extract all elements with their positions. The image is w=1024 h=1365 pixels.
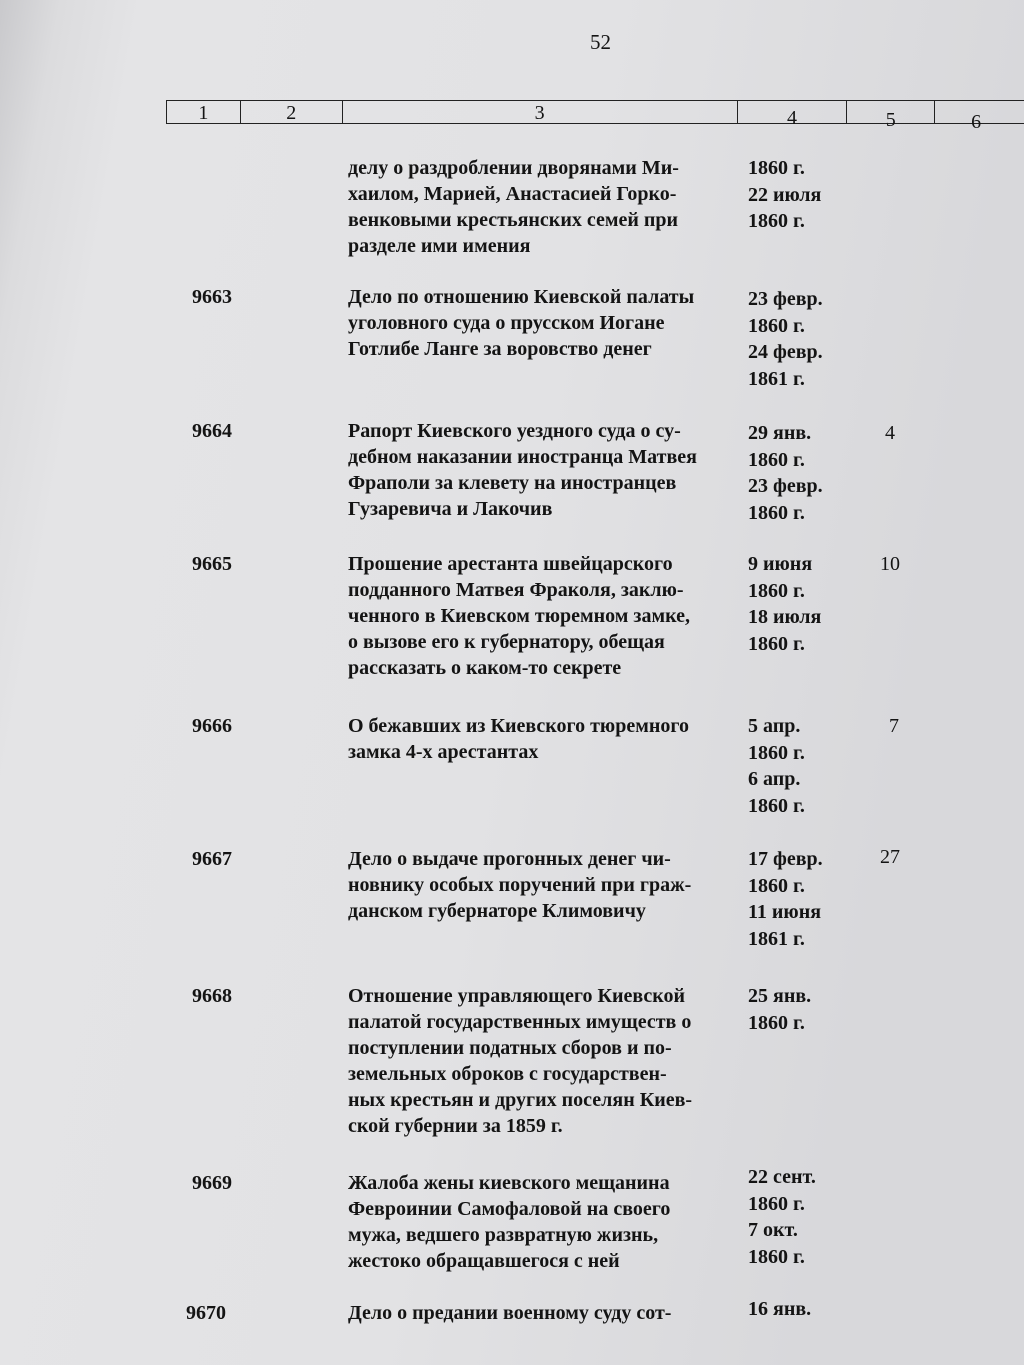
date-line: 9 июня xyxy=(748,553,813,575)
date-line: 18 июля xyxy=(748,606,822,628)
case-description xyxy=(348,155,728,259)
case-description xyxy=(348,1300,728,1326)
date-line: 7 окт. xyxy=(748,1219,798,1241)
header-col-5: 5 xyxy=(847,101,935,123)
date-line: 5 апр. xyxy=(748,715,801,737)
case-dates xyxy=(748,713,805,819)
date-line: 1860 г. xyxy=(748,874,805,897)
case-number: 9670 xyxy=(186,1302,226,1324)
date-line: 1861 г. xyxy=(748,367,805,390)
case-number: 9669 xyxy=(192,1172,232,1194)
case-number: 9665 xyxy=(192,553,232,575)
header-col-1: 1 xyxy=(167,101,241,123)
date-line: 1860 г. xyxy=(748,1011,805,1034)
description-line: делу о раздроблении дворянами Ми- xyxy=(348,157,679,179)
description-line: замка 4-х арестантах xyxy=(348,741,539,763)
description-line: О бежавших из Киевского тюремного xyxy=(348,715,689,737)
description-line: новнику особых поручений при граж- xyxy=(348,874,692,896)
sheet-count: 27 xyxy=(880,846,900,868)
case-dates xyxy=(748,1296,811,1323)
description-line: жестоко обращавшегося с ней xyxy=(348,1250,620,1272)
date-line: 22 сент. xyxy=(748,1166,816,1188)
date-line: 1860 г. xyxy=(748,157,805,179)
sheet-count: 4 xyxy=(885,422,895,444)
case-number: 9663 xyxy=(192,286,232,308)
case-dates xyxy=(748,420,823,526)
description-line: уголовного суда о прусском Иогане xyxy=(348,312,665,334)
case-dates xyxy=(748,846,823,952)
date-line: 1860 г. xyxy=(748,741,805,764)
description-line: Дело о выдаче прогонных денег чи- xyxy=(348,848,671,870)
date-line: 23 февр. xyxy=(748,475,823,497)
date-line: 1860 г. xyxy=(748,501,805,524)
description-line: ченного в Киевском тюремном замке, xyxy=(348,605,690,627)
description-line: земельных оброков с государствен- xyxy=(348,1063,667,1085)
case-dates xyxy=(748,286,823,392)
date-line: 1860 г. xyxy=(748,1192,805,1215)
date-line: 24 февр. xyxy=(748,341,823,363)
description-line: подданного Матвея Фраколя, заклю- xyxy=(348,579,684,601)
date-line: 11 июня xyxy=(748,901,822,923)
description-line: Февроинии Самофаловой на своего xyxy=(348,1198,671,1220)
description-line: Гузаревича и Лакочив xyxy=(348,498,553,520)
header-col-2: 2 xyxy=(241,101,343,123)
case-description xyxy=(348,1170,728,1274)
case-description xyxy=(348,418,728,522)
date-line: 16 янв. xyxy=(748,1298,812,1320)
table-header xyxy=(166,100,1024,133)
date-line: 6 апр. xyxy=(748,768,801,790)
description-line: ных крестьян и других поселян Киев- xyxy=(348,1089,693,1111)
description-line: Дело о предании военному суду сот- xyxy=(348,1302,672,1324)
header-col-6: 6 xyxy=(971,111,982,133)
date-line: 17 февр. xyxy=(748,848,823,870)
case-number: 9667 xyxy=(192,848,232,870)
case-description xyxy=(348,983,728,1139)
sheet-count: 10 xyxy=(880,553,900,575)
description-line: ской губернии за 1859 г. xyxy=(348,1115,563,1137)
description-line: венковыми крестьянских семей при xyxy=(348,209,679,231)
date-line: 1860 г. xyxy=(748,448,805,471)
date-line: 1860 г. xyxy=(748,210,805,232)
date-line: 1860 г. xyxy=(748,794,805,817)
description-line: хаилом, Марией, Анастасией Горко- xyxy=(348,183,677,205)
description-line: данском губернаторе Климовичу xyxy=(348,900,646,922)
description-line: Отношение управляющего Киевской xyxy=(348,985,686,1007)
header-col-3: 3 xyxy=(343,101,738,123)
description-line: Жалоба жены киевского мещанина xyxy=(348,1172,670,1194)
header-col-4: 4 xyxy=(738,101,848,123)
case-description xyxy=(348,551,728,681)
description-line: о вызове его к губернатору, обещая xyxy=(348,631,665,653)
description-line: Прошение арестанта швейцарского xyxy=(348,553,673,575)
description-line: Дело по отношению Киевской палаты xyxy=(348,286,695,308)
description-line: дебном наказании иностранца Матвея xyxy=(348,446,697,468)
description-line: мужа, ведшего развратную жизнь, xyxy=(348,1224,659,1246)
date-line: 23 февр. xyxy=(748,288,823,310)
date-line: 1861 г. xyxy=(748,927,805,950)
date-line: 1860 г. xyxy=(748,632,805,655)
case-number: 9666 xyxy=(192,715,232,737)
date-line: 25 янв. xyxy=(748,985,812,1007)
description-line: рассказать о каком-то секрете xyxy=(348,657,622,679)
description-line: Рапорт Киевского уездного суда о су- xyxy=(348,420,681,442)
date-line: 1860 г. xyxy=(748,579,805,602)
sheet-count: 7 xyxy=(889,715,899,737)
description-line: разделе ими имения xyxy=(348,235,531,257)
case-description xyxy=(348,284,728,362)
page-number: 52 xyxy=(590,30,611,54)
date-line: 1860 г. xyxy=(748,314,805,337)
case-number: 9664 xyxy=(192,420,232,442)
case-description xyxy=(348,713,728,765)
case-description xyxy=(348,846,728,924)
case-number: 9668 xyxy=(192,985,232,1007)
description-line: поступлении податных сборов и по- xyxy=(348,1037,672,1059)
date-line: 22 июля xyxy=(748,183,822,206)
description-line: Готлибе Ланге за воровство денег xyxy=(348,338,652,360)
case-dates xyxy=(748,1164,816,1270)
case-dates xyxy=(748,983,811,1036)
case-dates xyxy=(748,551,821,657)
case-dates xyxy=(748,155,821,235)
description-line: палатой государственных имуществ о xyxy=(348,1011,692,1033)
description-line: Фраполи за клевету на иностранцев xyxy=(348,472,677,494)
date-line: 1860 г. xyxy=(748,1245,805,1268)
date-line: 29 янв. xyxy=(748,422,812,444)
